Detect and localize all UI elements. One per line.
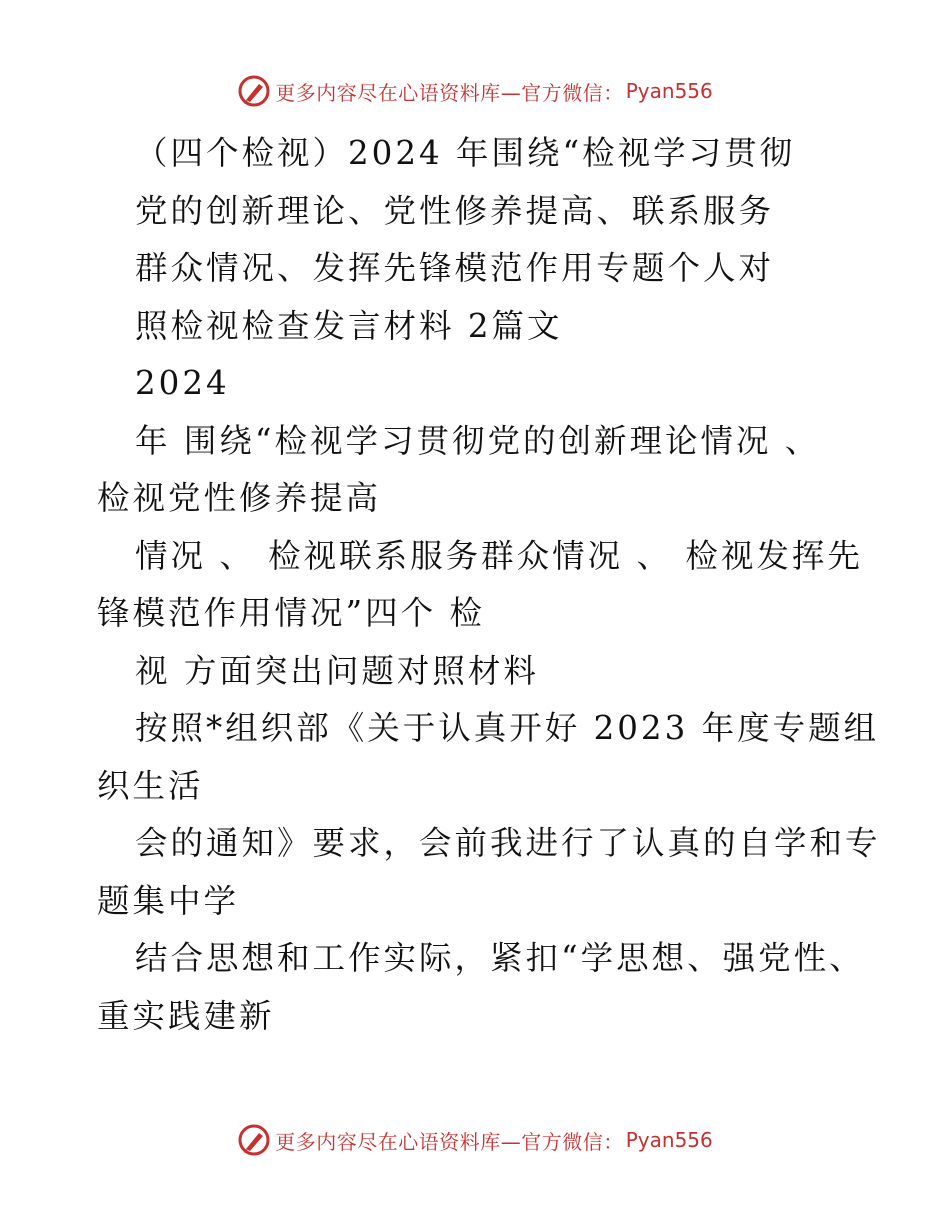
text-line: 照检视检查发言材料 2篇文 <box>135 306 563 345</box>
text-line: 会的通知》要求，会前我进行了认真的自学和专 <box>135 824 881 862</box>
text-line: 年 围绕“检视学习贯彻党的创新理论情况 、 <box>135 421 821 460</box>
document-body <box>97 125 881 1045</box>
text-line: 视 方面突出问题对照材料 <box>135 651 539 690</box>
text-line: 党的创新理论、党性修养提高、联系服务 <box>135 191 775 230</box>
pen-logo-icon <box>237 1123 271 1157</box>
watermark-header <box>0 71 950 111</box>
text-line: 群众情况、发挥先锋模范作用专题个人对 <box>135 249 775 287</box>
text-line: 检视党性修养提高 <box>97 479 382 517</box>
watermark-text: 更多内容尽在心语资料库—官方微信： <box>275 80 624 105</box>
text-line: （四个检视）2024 年围绕“检视学习贯彻 <box>135 134 796 172</box>
text-line: 结合思想和工作实际，紧扣“学思想、强党性、 <box>135 939 865 977</box>
watermark-footer <box>0 1120 950 1160</box>
text-line: 题集中学 <box>97 881 240 920</box>
watermark-text: 更多内容尽在心语资料库—官方微信： <box>275 1129 624 1154</box>
watermark-wechat-id: Pyan556 <box>625 79 713 103</box>
text-line: 按照*组织部《关于认真开好 2023 年度专题组 <box>135 709 880 747</box>
text-line: 织生活 <box>97 766 204 805</box>
watermark-wechat-id: Pyan556 <box>625 1128 713 1152</box>
text-line: 重实践建新 <box>97 996 275 1035</box>
text-line: 情况 、 检视联系服务群众情况 、 检视发挥先 <box>135 536 863 575</box>
text-line: 2024 <box>135 364 230 402</box>
text-line: 锋模范作用情况”四个 检 <box>97 594 485 632</box>
pen-logo-icon <box>237 74 271 108</box>
